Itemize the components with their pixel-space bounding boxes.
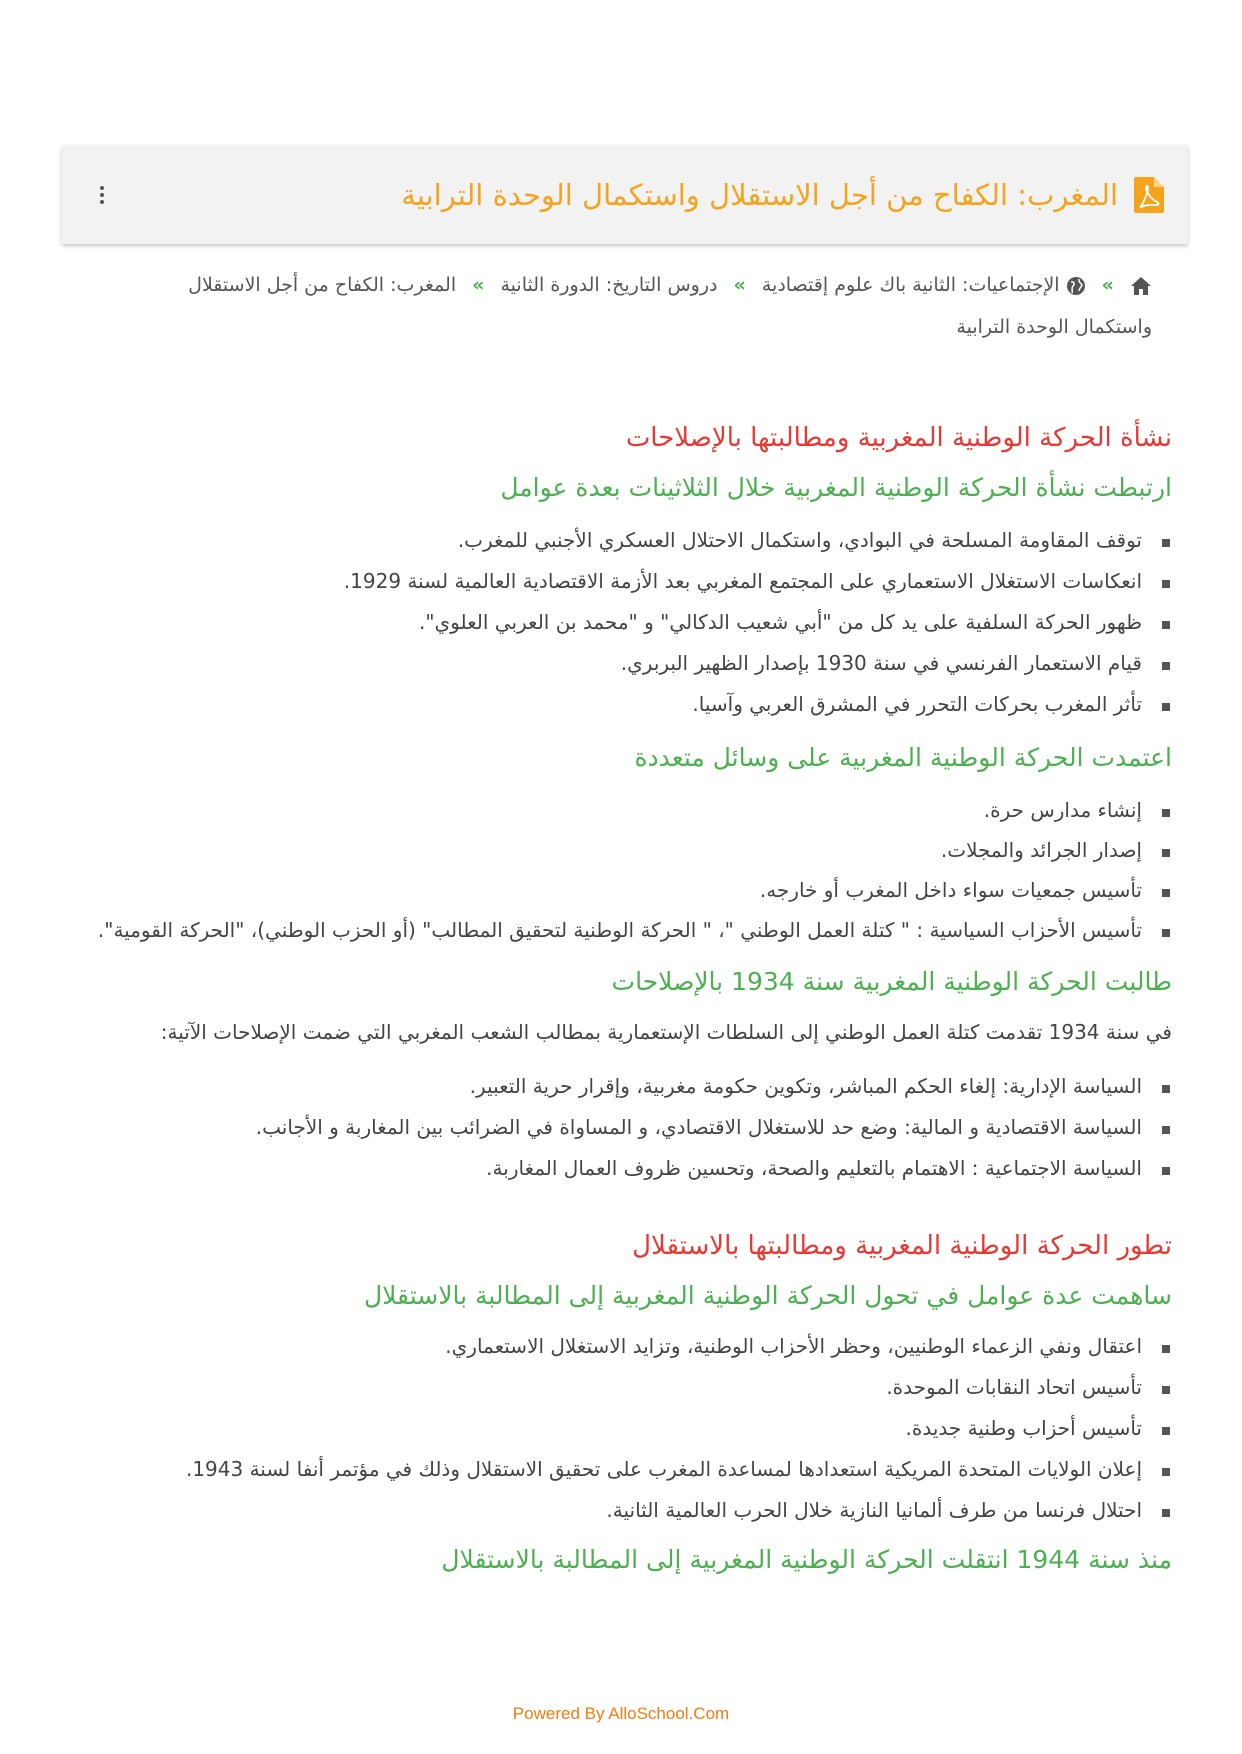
list-item: توقف المقاومة المسلحة في البوادي، واستكمال الاحتلال العسكري الأجنبي للمغرب. <box>92 526 1172 554</box>
list-item: تأسيس جمعيات سواء داخل المغرب أو خارجه. <box>92 876 1172 904</box>
list-item: انعكاسات الاستغلال الاستعماري على المجتمع المغربي بعد الأزمة الاقتصادية العالمية لسنة 1929. <box>92 567 1172 595</box>
footer-credit[interactable]: Powered By AlloSchool.Com <box>512 1704 730 1723</box>
pdf-icon <box>1134 177 1164 213</box>
subsection-heading: ساهمت عدة عوامل في تحول الحركة الوطنية المغربية إلى المطالبة بالاستقلال <box>363 1281 1172 1310</box>
means-list <box>92 796 1172 944</box>
section-heading: تطور الحركة الوطنية المغربية ومطالبتها بالاستقلال <box>632 1231 1172 1261</box>
subsection-heading: ارتبطت نشأة الحركة الوطنية المغربية خلال الثلاثينات بعدة عوامل <box>500 473 1172 502</box>
breadcrumb-item-lessons[interactable]: دروس التاريخ: الدورة الثانية <box>500 274 718 296</box>
page-title: المغرب: الكفاح من أجل الاستقلال واستكمال الوحدة الترابية <box>401 177 1118 212</box>
list-item: اعتقال ونفي الزعماء الوطنيين، وحظر الأحزاب الوطنية، وتزايد الاستغلال الاستعماري. <box>92 1332 1172 1360</box>
vertical-dots-icon[interactable] <box>92 180 112 210</box>
breadcrumb-item-current: المغرب: الكفاح من أجل الاستقلال واستكمال الوحدة الترابية <box>188 274 1152 338</box>
paragraph: في سنة 1934 تقدمت كتلة العمل الوطني إلى السلطات الإستعمارية بمطالب الشعب المغربي التي ضمت الإصلاحات الآتية: <box>160 1020 1172 1044</box>
breadcrumb-item-subject[interactable]: الإجتماعيات: الثانية باك علوم إقتصادية <box>761 274 1060 296</box>
section-heading: نشأة الحركة الوطنية المغربية ومطالبتها بالإصلاحات <box>625 423 1172 453</box>
list-item: السياسة الاقتصادية و المالية: وضع حد للاستغلال الاقتصادي، و المساواة في الضرائب بين المغاربة و الأجانب. <box>92 1113 1172 1141</box>
subsection-heading: اعتمدت الحركة الوطنية المغربية على وسائل متعددة <box>634 743 1172 772</box>
breadcrumb-separator: » <box>733 274 746 296</box>
list-item: إعلان الولايات المتحدة المريكية استعدادها لمساعدة المغرب على تحقيق الاستقلال وذلك في مؤتمر أنفا لسنة 1943. <box>92 1455 1172 1483</box>
factor-list <box>92 526 1172 718</box>
subsection-heading: طالبت الحركة الوطنية المغربية سنة 1934 بالإصلاحات <box>611 967 1172 996</box>
list-item: السياسة الاجتماعية : الاهتمام بالتعليم والصحة، وتحسين ظروف العمال المغاربة. <box>92 1154 1172 1182</box>
reforms-list <box>92 1072 1172 1182</box>
list-item: تأثر المغرب بحركات التحرر في المشرق العربي وآسيا. <box>92 690 1172 718</box>
home-icon[interactable] <box>1130 276 1152 296</box>
article-content <box>92 420 1172 1578</box>
globe-icon <box>1066 276 1086 296</box>
subsection-heading: منذ سنة 1944 انتقلت الحركة الوطنية المغربية إلى المطالبة بالاستقلال <box>441 1545 1172 1574</box>
list-item: تأسيس اتحاد النقابات الموحدة. <box>92 1373 1172 1401</box>
breadcrumb <box>112 264 1152 348</box>
list-item: قيام الاستعمار الفرنسي في سنة 1930 بإصدار الظهير البربري. <box>92 649 1172 677</box>
page-header <box>62 145 1188 244</box>
transition-factors-list <box>92 1332 1172 1524</box>
list-item: السياسة الإدارية: إلغاء الحكم المباشر، وتكوين حكومة مغربية، وإقرار حرية التعبير. <box>92 1072 1172 1100</box>
list-item: تأسيس أحزاب وطنية جديدة. <box>92 1414 1172 1442</box>
list-item: ظهور الحركة السلفية على يد كل من "أبي شعيب الدكالي" و "محمد بن العربي العلوي". <box>92 608 1172 636</box>
list-item: إنشاء مدارس حرة. <box>92 796 1172 824</box>
list-item: احتلال فرنسا من طرف ألمانيا النازية خلال الحرب العالمية الثانية. <box>92 1496 1172 1524</box>
list-item: تأسيس الأحزاب السياسية : " كتلة العمل الوطني "، " الحركة الوطنية لتحقيق المطالب" (أو الحزب الوطني)، "الحركة القومية". <box>92 916 1172 944</box>
breadcrumb-separator: » <box>472 274 485 296</box>
breadcrumb-separator: » <box>1101 274 1114 296</box>
list-item: إصدار الجرائد والمجلات. <box>92 836 1172 864</box>
